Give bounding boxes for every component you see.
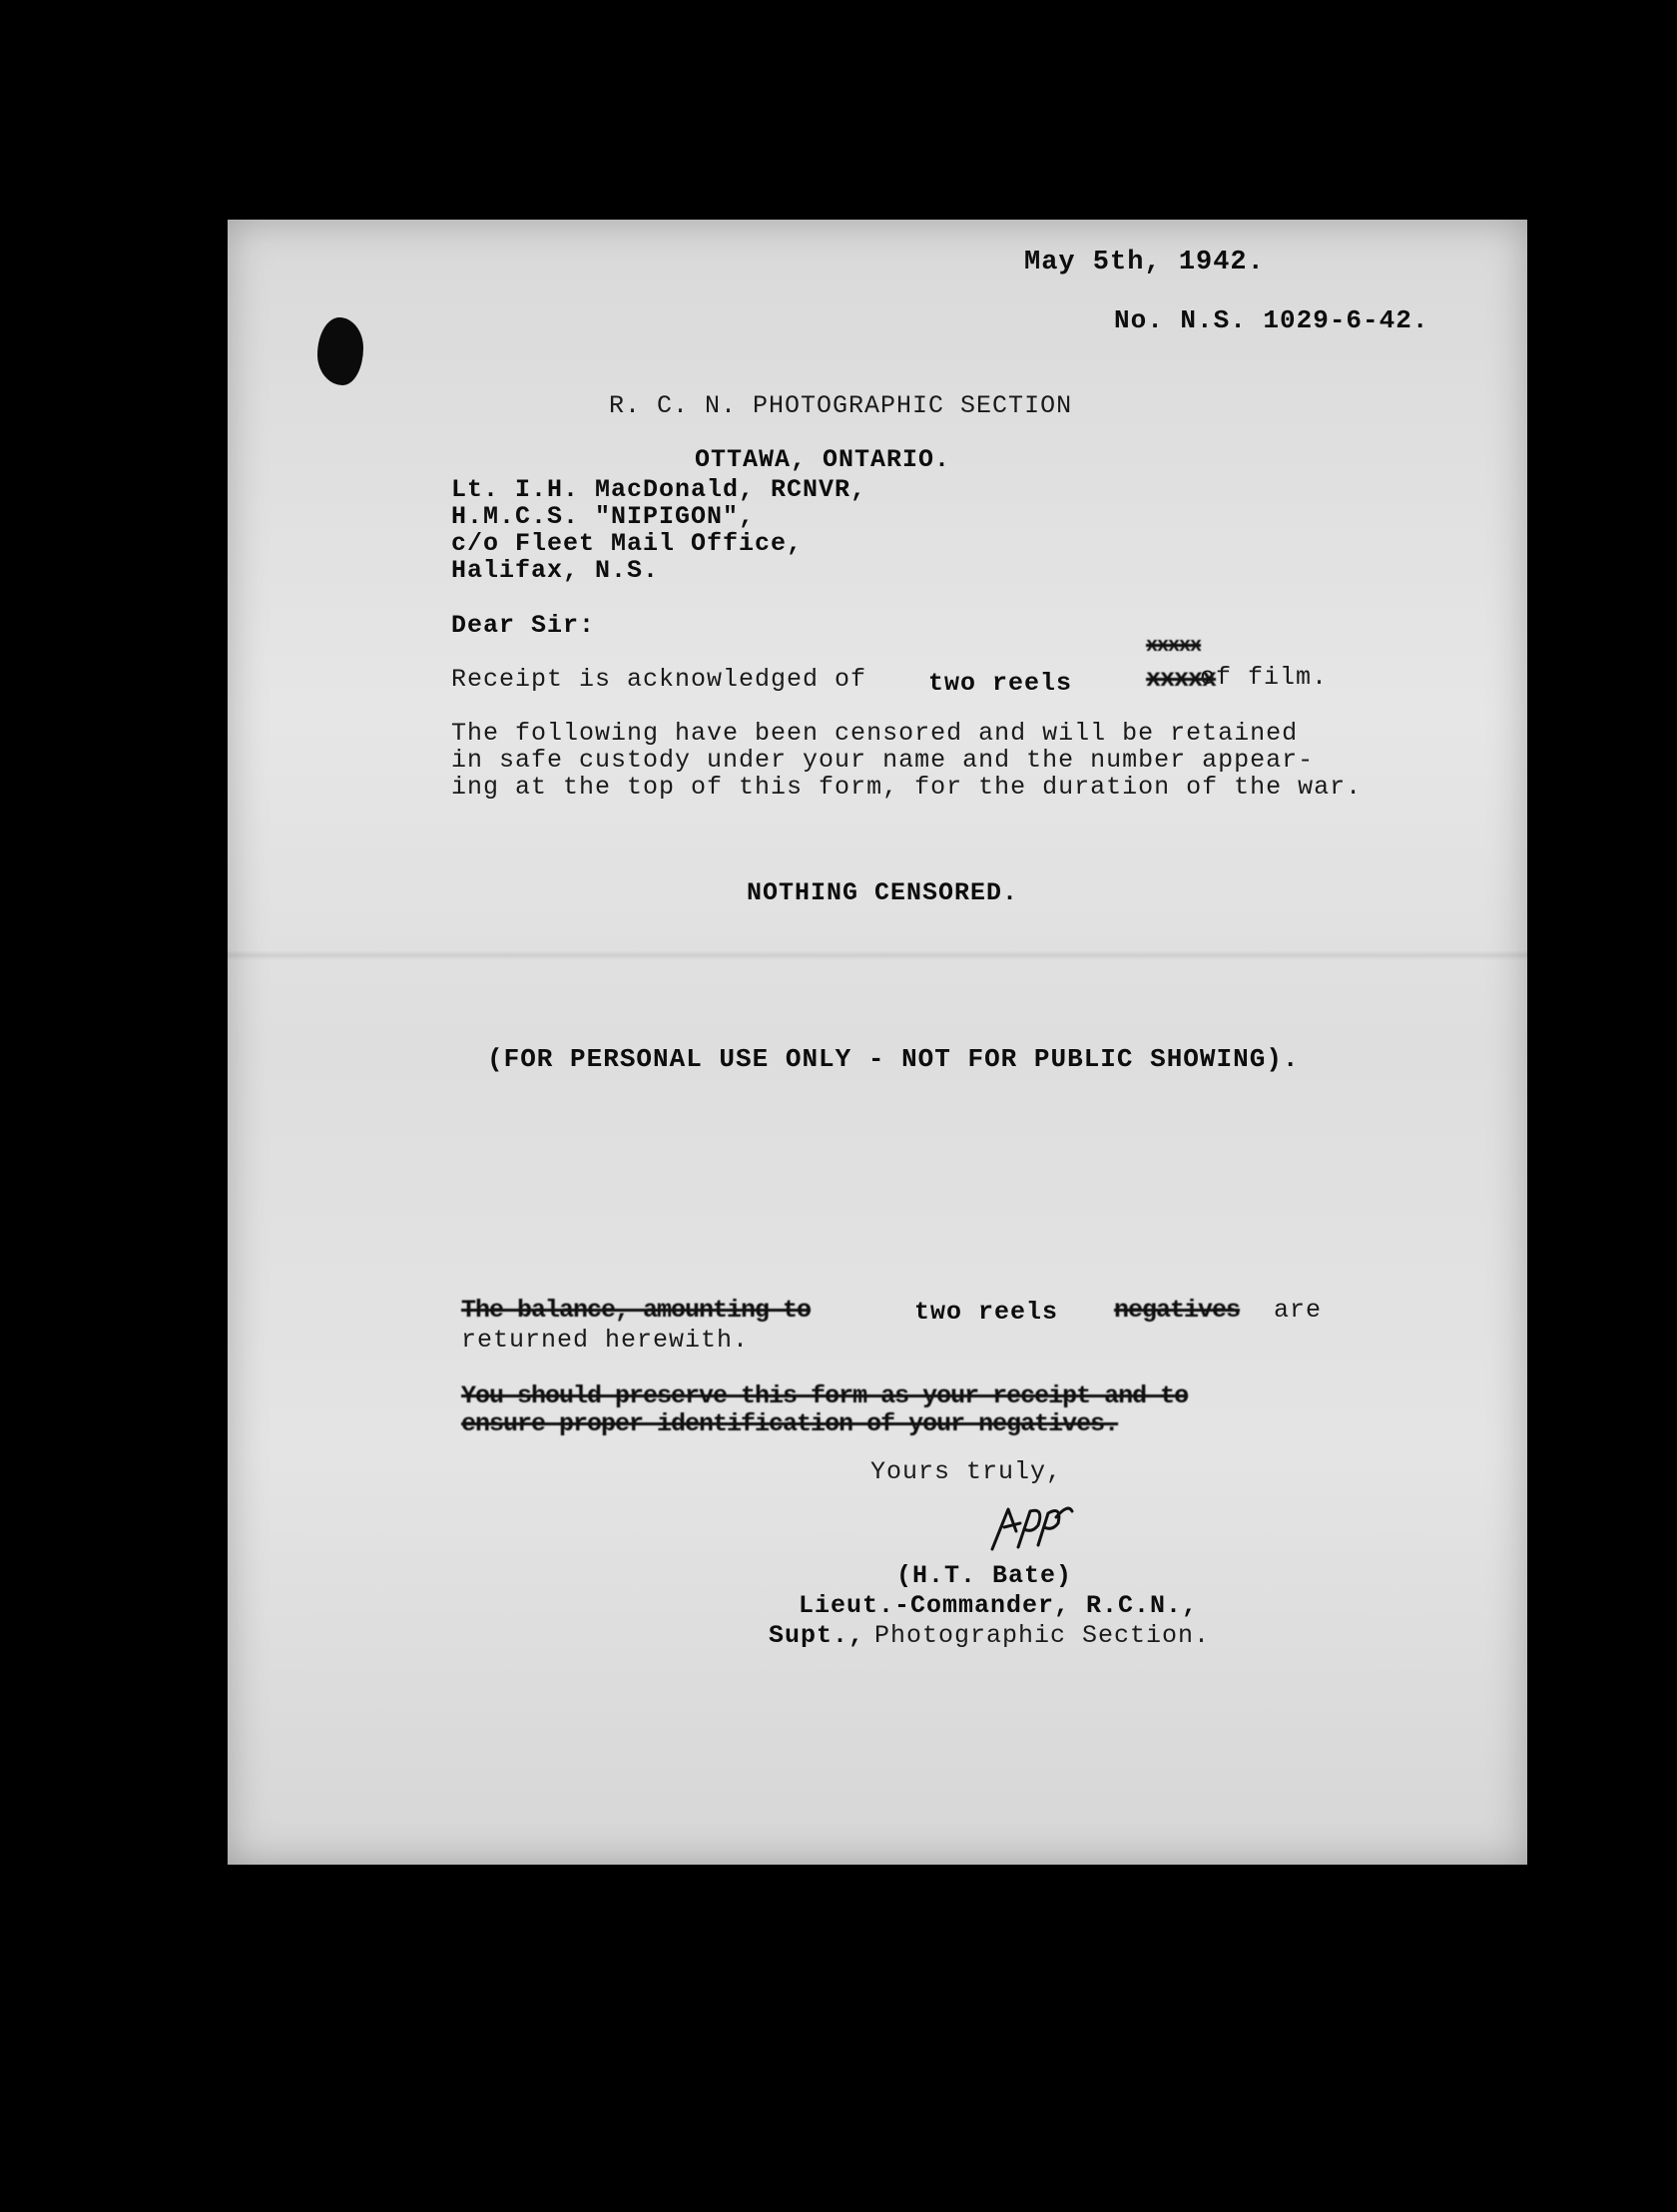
receipt-overstrike: xxxxx — [1146, 665, 1217, 694]
balance-struck-word: negatives — [1114, 1296, 1241, 1325]
letter-date: May 5th, 1942. — [1024, 248, 1265, 277]
city-line: OTTAWA, ONTARIO. — [695, 445, 951, 474]
balance-line-2: returned herewith. — [461, 1326, 750, 1355]
address-line: Halifax, N.S. — [451, 556, 660, 585]
struck-line: ensure proper identification of your negatives. — [461, 1409, 1119, 1438]
salutation: Dear Sir: — [451, 611, 596, 640]
censored-status: NOTHING CENSORED. — [747, 878, 1019, 907]
struck-line: You should preserve this form as your receipt and to — [461, 1382, 1189, 1410]
closing: Yours truly, — [870, 1457, 1063, 1486]
signer-title: Photographic Section. — [874, 1621, 1211, 1650]
ink-blot — [317, 317, 363, 385]
address-line: H.M.C.S. "NIPIGON", — [451, 502, 756, 531]
use-notice: (FOR PERSONAL USE ONLY - NOT FOR PUBLIC SHOWING). — [487, 1044, 1300, 1074]
receipt-item: two reels — [928, 669, 1073, 698]
balance-tail: are — [1274, 1296, 1323, 1325]
signer-title-prefix: Supt., — [769, 1621, 865, 1650]
paragraph-line: in safe custody under your name and the number appear- — [451, 746, 1315, 775]
address-line: c/o Fleet Mail Office, — [451, 529, 804, 558]
file-number: No. N.S. 1029-6-42. — [1114, 305, 1429, 335]
balance-item: two reels — [914, 1298, 1059, 1327]
signer-rank: Lieut.-Commander, R.C.N., — [799, 1591, 1199, 1620]
address-line: Lt. I.H. MacDonald, RCNVR, — [451, 475, 867, 504]
page-fold-crease — [228, 950, 1527, 960]
handwritten-initials — [986, 1497, 1076, 1557]
paragraph-line: ing at the top of this form, for the duration of the war. — [451, 773, 1363, 802]
receipt-overstrike-top: xxxxx — [1146, 635, 1202, 658]
signer-name: (H.T. Bate) — [896, 1561, 1073, 1590]
receipt-tail: of film. — [1200, 663, 1329, 692]
paragraph-line: The following have been censored and will be retained — [451, 719, 1299, 748]
balance-struck-text: The balance, amounting to — [461, 1296, 812, 1325]
section-heading: R. C. N. PHOTOGRAPHIC SECTION — [609, 391, 1073, 420]
receipt-lead: Receipt is acknowledged of — [451, 665, 867, 694]
